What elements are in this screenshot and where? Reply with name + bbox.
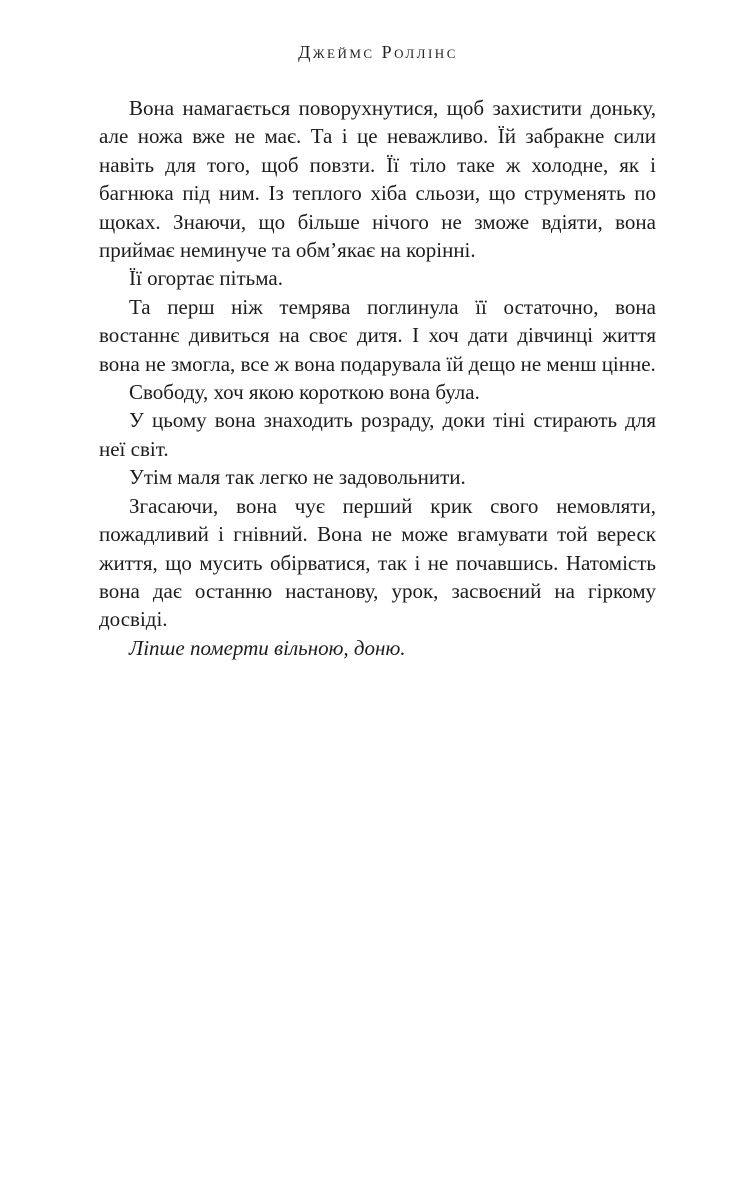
- paragraph: Та перш ніж темрява поглинула її остаточно, вона востаннє дивиться на своє дитя. І хоч дати дівчинці життя вона не змогла, все ж вона подарувала їй дещо не менш цінне.: [99, 294, 656, 376]
- paragraph: Свободу, хоч якою короткою вона була.: [129, 380, 480, 405]
- body-text-block: [99, 94, 656, 662]
- paragraph: Її огортає пітьма.: [129, 266, 283, 291]
- paragraph: Згасаючи, вона чує перший крик свого немовляти, пожадливий і гнівний. Вона не може вгамувати той вереск життя, що мусить обірватися, так і не почавшись. Натомість вона дає останню настанову, урок, засвоєний на гіркому досвіді.: [99, 493, 656, 632]
- running-header-author: Джеймс Роллінс: [298, 42, 458, 62]
- paragraph-italic-closing-line: Ліпше померти вільною, доню.: [129, 635, 406, 660]
- paragraph: У цьому вона знаходить розраду, доки тіні стирають для неї світ.: [99, 408, 656, 461]
- paragraph: Утім маля так легко не задовольнити.: [129, 465, 466, 490]
- paragraph: Вона намагається поворухнутися, щоб захистити доньку, але ножа вже не має. Та і це неважливо. Їй забракне сили навіть для того, щоб повзти. Її тіло таке ж холодне, як і багнюка під ним. Із теплого хіба сльози, що струменять по щоках. Знаючи, що більше нічого не зможе вдіяти, вона приймає неминуче та обм’якає на корінні.: [99, 96, 656, 263]
